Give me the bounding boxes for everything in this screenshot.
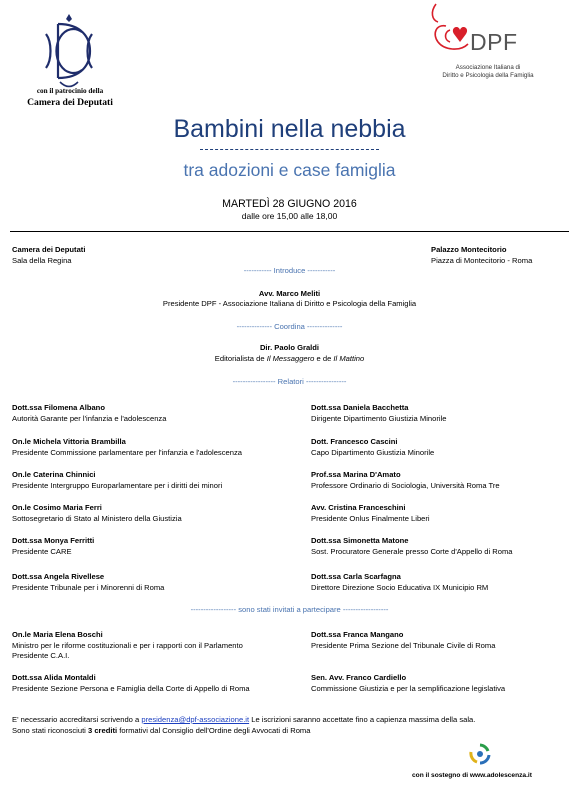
event-time: dalle ore 15,00 alle 18,00 [241, 211, 338, 221]
invitato-name: Dott.ssa Franca Mangano [311, 630, 404, 639]
introduce-separator: ----------- Introduce ----------- [243, 266, 336, 275]
relatore-role: Presidente CARE [12, 547, 72, 556]
coordina-role-prefix: Editorialista de [214, 354, 267, 363]
credits-suffix: formativi dal Consiglio dell'Ordine degli Avvocati di Roma [117, 726, 311, 735]
relatore-name: Dott. Francesco Cascini [311, 437, 398, 446]
credits-prefix: Sono stati riconosciuti [12, 726, 88, 735]
relatore-role: Professore Ordinario di Sociologia, Università Roma Tre [311, 481, 500, 490]
venue-right-line2: Piazza di Montecitorio - Roma [431, 256, 533, 265]
credits-note [12, 726, 310, 736]
relatore-name: Dott.ssa Carla Scarfagna [311, 572, 401, 581]
coordina-separator: -------------- Coordina -------------- [236, 322, 343, 331]
header-divider [10, 231, 569, 232]
coordina-name: Dir. Paolo Graldi [259, 343, 320, 352]
event-date: MARTEDÌ 28 GIUGNO 2016 [222, 198, 357, 210]
relatore-name: On.le Caterina Chinnici [12, 470, 96, 479]
relatore-role: Capo Dipartimento Giustizia Minorile [311, 448, 435, 457]
relatore-role: Presidente Intergruppo Europarlamentare per i diritti dei minori [12, 481, 223, 490]
relatore-name: Dott.ssa Simonetta Matone [311, 536, 409, 545]
support-note: con il sostegno di www.adolescenza.it [412, 772, 532, 779]
coordina-role [0, 354, 579, 364]
event-subtitle: tra adozioni e case famiglia [183, 160, 396, 180]
invitato-role: Ministro per le riforme costituzionali e per i rapporti con il Parlamento [12, 641, 243, 650]
title-underline [200, 149, 379, 150]
relatore-role: Direttore Direzione Socio Educativa IX Municipio RM [311, 583, 489, 592]
introduce-role: Presidente DPF - Associazione Italiana di Diritto e Psicologia della Famiglia [162, 299, 417, 308]
relatore-role: Presidente Commissione parlamentare per l'infanzia e l'adolescenza [12, 448, 242, 457]
dpf-logo-text: DPF [470, 29, 518, 55]
invitati-separator: ------------------ sono stati invitati a partecipare ------------------ [190, 605, 389, 614]
relatore-name: Dott.ssa Angela Rivellese [12, 572, 105, 581]
venue-right-line1: Palazzo Montecitorio [431, 245, 507, 254]
accreditation-suffix: Le iscrizioni saranno accettate fino a capienza massima della sala. [249, 715, 476, 724]
coordina-role-mid: e de [314, 354, 334, 363]
coordina-pub1: Il Messaggero [266, 354, 315, 363]
patronage-line1: con il patrocinio della [36, 87, 104, 95]
relatore-name: On.le Michela Vittoria Brambilla [12, 437, 126, 446]
venue-left-line1: Camera dei Deputati [12, 245, 86, 254]
invitato-role: Commissione Giustizia e per la semplificazione legislativa [311, 684, 506, 693]
relatore-role: Dirigente Dipartimento Giustizia Minorile [311, 414, 447, 423]
introduce-name: Avv. Marco Meliti [258, 289, 321, 298]
patronage-line2: Camera dei Deputati [27, 97, 113, 108]
email-link[interactable]: presidenza@dpf-associazione.it [141, 715, 250, 724]
invitato-role: Presidente Prima Sezione del Tribunale Civile di Roma [311, 641, 496, 650]
relatore-name: Prof.ssa Marina D'Amato [311, 470, 401, 479]
camera-deputati-emblem-icon [38, 12, 100, 90]
relatore-name: Dott.ssa Monya Ferritti [12, 536, 95, 545]
invitato-name: Dott.ssa Alida Montaldi [12, 673, 96, 682]
invitato-role: Presidente C.A.I. [12, 651, 70, 660]
credits-bold: 3 crediti [87, 726, 118, 735]
adolescenza-logo-icon [468, 742, 492, 766]
coordina-pub2: Il Mattino [333, 354, 365, 363]
relatore-name: Dott.ssa Daniela Bacchetta [311, 403, 409, 412]
invitato-name: Sen. Avv. Franco Cardiello [311, 673, 407, 682]
venue-left-line2: Sala della Regina [12, 256, 72, 265]
relatori-separator: ----------------- Relatori ---------------- [232, 377, 347, 386]
relatore-name: Avv. Cristina Franceschini [311, 503, 406, 512]
relatore-name: On.le Cosimo Maria Ferri [12, 503, 102, 512]
relatore-role: Presidente Tribunale per i Minorenni di Roma [12, 583, 165, 592]
relatore-name: Dott.ssa Filomena Albano [12, 403, 105, 412]
accreditation-note [12, 715, 475, 725]
dpf-line2: Diritto e Psicologia della Famiglia [442, 72, 534, 79]
relatore-role: Sost. Procuratore Generale presso Corte d'Appello di Roma [311, 547, 513, 556]
event-title: Bambini nella nebbia [173, 115, 406, 143]
relatore-role: Presidente Onlus Finalmente Liberi [311, 514, 430, 523]
relatore-role: Autorità Garante per l'infanzia e l'adolescenza [12, 414, 167, 423]
relatore-role: Sottosegretario di Stato al Ministero della Giustizia [12, 514, 182, 523]
invitato-name: On.le Maria Elena Boschi [12, 630, 103, 639]
accreditation-prefix: E' necessario accreditarsi scrivendo a [12, 715, 142, 724]
invitato-role: Presidente Sezione Persona e Famiglia della Corte di Appello di Roma [12, 684, 250, 693]
dpf-line1: Associazione Italiana di [455, 64, 521, 71]
